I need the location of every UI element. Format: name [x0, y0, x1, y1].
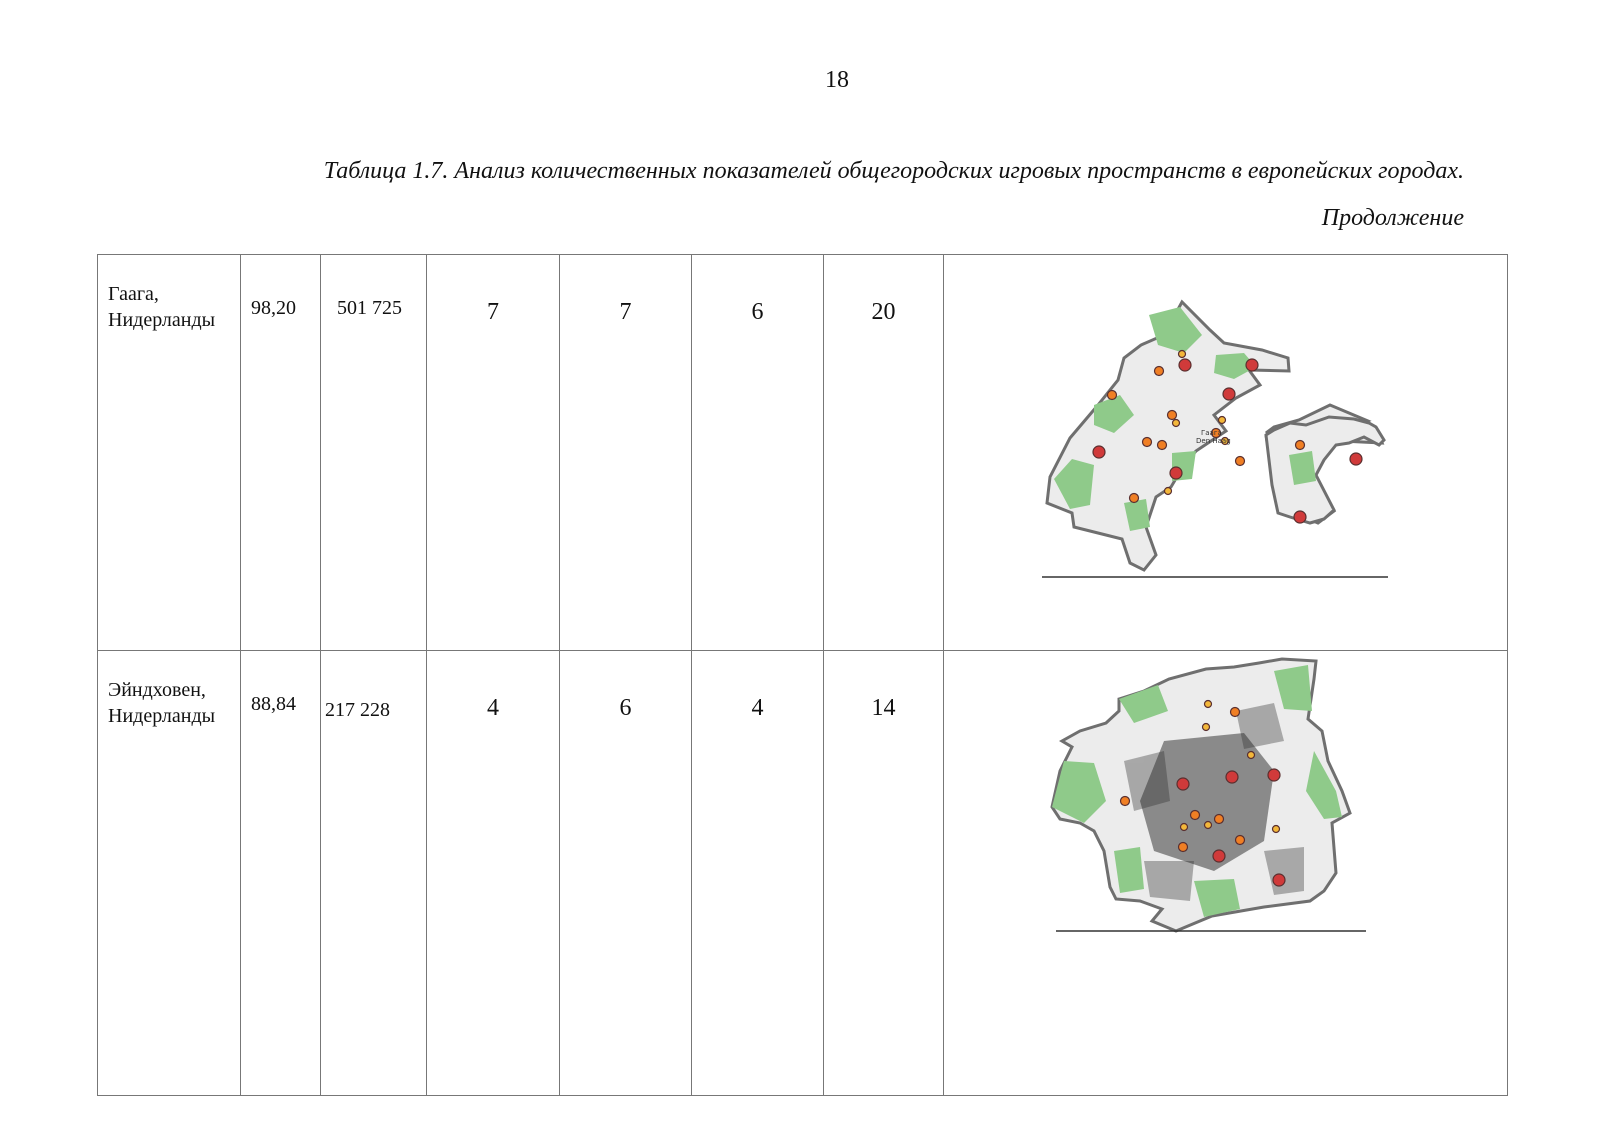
population-cell: 217 228 [321, 651, 427, 1096]
hague-map [944, 255, 1504, 595]
continuation-label: Продолжение [1321, 205, 1464, 231]
count-cell-1: 4 [427, 651, 560, 1096]
table-caption: Таблица 1.7. Анализ количественных показателей общегородских игровых пространств в европейских городах. [323, 158, 1464, 184]
page-number: 18 [825, 67, 849, 93]
table-row-hague [98, 255, 1508, 651]
analysis-table [97, 254, 1508, 1096]
table-row-eindhoven [98, 651, 1508, 1096]
total-cell: 14 [824, 651, 944, 1096]
city-name: Эйндховен, [108, 679, 206, 701]
area-cell: 88,84 [241, 651, 321, 1096]
count-cell-3: 6 [692, 255, 824, 651]
city-cell [98, 651, 241, 1096]
count-cell-3: 4 [692, 651, 824, 1096]
city-name: Гаага, [108, 283, 159, 305]
count-cell-2: 7 [560, 255, 692, 651]
map-cell [944, 651, 1508, 1096]
country-name: Нидерланды [108, 309, 216, 331]
count-cell-1: 7 [427, 255, 560, 651]
eindhoven-map [944, 651, 1504, 1041]
city-cell [98, 255, 241, 651]
map-label: Den Haag [1196, 437, 1231, 445]
map-label: Гаага [1201, 429, 1222, 437]
map-cell [944, 255, 1508, 651]
population-cell: 501 725 [321, 255, 427, 651]
total-cell: 20 [824, 255, 944, 651]
count-cell-2: 6 [560, 651, 692, 1096]
country-name: Нидерланды [108, 705, 216, 727]
area-cell: 98,20 [241, 255, 321, 651]
